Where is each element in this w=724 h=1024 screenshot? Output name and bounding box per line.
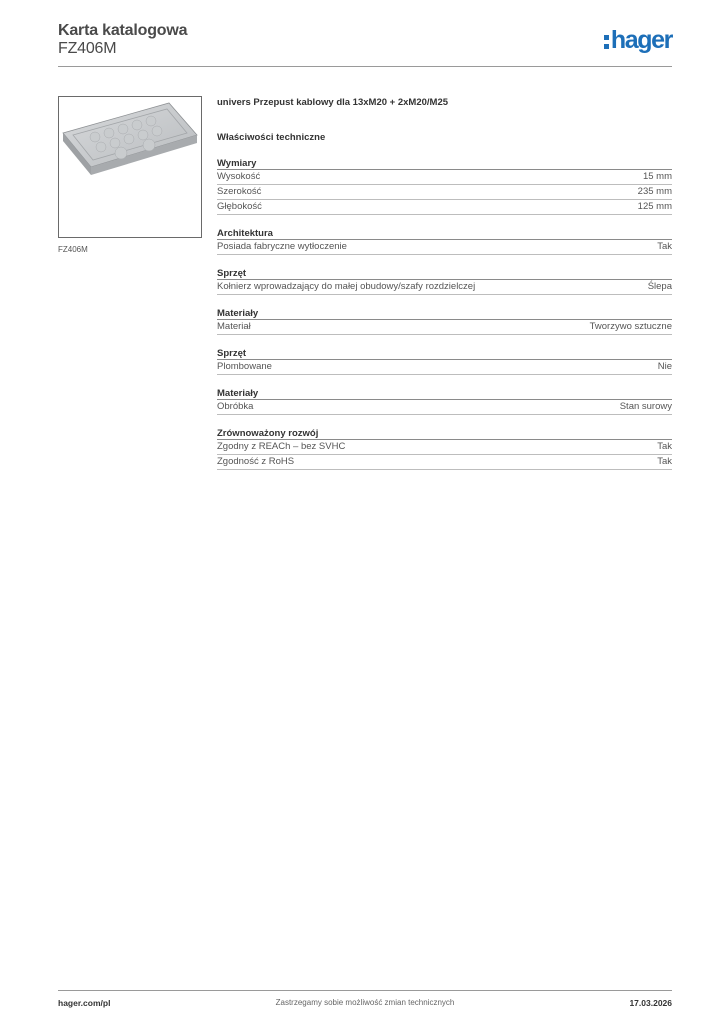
property-label: Szerokość: [217, 186, 262, 197]
property-label: Wysokość: [217, 171, 261, 182]
group-dimensions: [217, 157, 672, 215]
property-row: [217, 240, 672, 255]
group-materials: [217, 307, 672, 335]
property-label: Posiada fabryczne wytłoczenie: [217, 241, 347, 252]
property-label: Kołnierz wprowadzający do małej obudowy/szafy rozdzielczej: [217, 281, 476, 292]
property-row: [217, 185, 672, 200]
group-equipment: [217, 267, 672, 295]
property-value: Nie: [657, 361, 672, 372]
property-label: Zgodność z RoHS: [217, 456, 295, 467]
group-architecture: [217, 227, 672, 255]
property-row: [217, 400, 672, 415]
property-row: [217, 320, 672, 335]
property-row: [217, 170, 672, 185]
footer-website-link[interactable]: hager.com/pl: [58, 998, 111, 1008]
property-row: [217, 200, 672, 215]
group-title: Wymiary: [217, 157, 672, 170]
product-image: [58, 96, 202, 238]
group-title: Materiały: [217, 387, 672, 400]
property-label: Materiał: [217, 321, 251, 332]
property-label: Zgodny z REACh – bez SVHC: [217, 441, 346, 452]
group-equipment-2: [217, 347, 672, 375]
property-row: [217, 455, 672, 470]
group-materials-2: [217, 387, 672, 415]
property-label: Plombowane: [217, 361, 272, 372]
page-header: [58, 20, 672, 70]
group-title: Architektura: [217, 227, 672, 240]
property-row: [217, 360, 672, 375]
group-title: Sprzęt: [217, 267, 672, 280]
cable-gland-plate-icon: [59, 97, 201, 237]
header-divider: [58, 66, 672, 67]
properties-panel: [217, 96, 672, 470]
logo-dots-icon: [604, 35, 609, 49]
footer-date: 17.03.2026: [629, 998, 672, 1008]
product-title: univers Przepust kablowy dla 13xM20 + 2xM20/M25: [217, 97, 449, 108]
group-sustainability: [217, 427, 672, 470]
property-value: Tak: [657, 441, 672, 452]
property-value: Tworzywo sztuczne: [589, 321, 672, 332]
hager-logo: [604, 26, 672, 55]
property-row: [217, 440, 672, 455]
document-title: Karta katalogowa: [58, 22, 188, 39]
property-value: Stan surowy: [619, 401, 672, 412]
footer-note: Zastrzegamy sobie możliwość zmian technicznych: [275, 998, 455, 1007]
property-value: 125 mm: [637, 201, 672, 212]
logo-text: hager: [610, 26, 672, 54]
group-title: Sprzęt: [217, 347, 672, 360]
property-value: 15 mm: [642, 171, 672, 182]
property-label: Głębokość: [217, 201, 262, 212]
property-value: Tak: [657, 456, 672, 467]
property-label: Obróbka: [217, 401, 254, 412]
property-value: Tak: [657, 241, 672, 252]
group-title: Materiały: [217, 307, 672, 320]
product-code: FZ406M: [58, 40, 117, 57]
property-value: Ślepa: [647, 281, 672, 292]
property-row: [217, 280, 672, 295]
section-heading: Właściwości techniczne: [217, 132, 326, 143]
property-value: 235 mm: [637, 186, 672, 197]
image-caption: FZ406M: [58, 245, 88, 254]
group-title: Zrównoważony rozwój: [217, 427, 672, 440]
page-footer: [58, 990, 672, 1008]
